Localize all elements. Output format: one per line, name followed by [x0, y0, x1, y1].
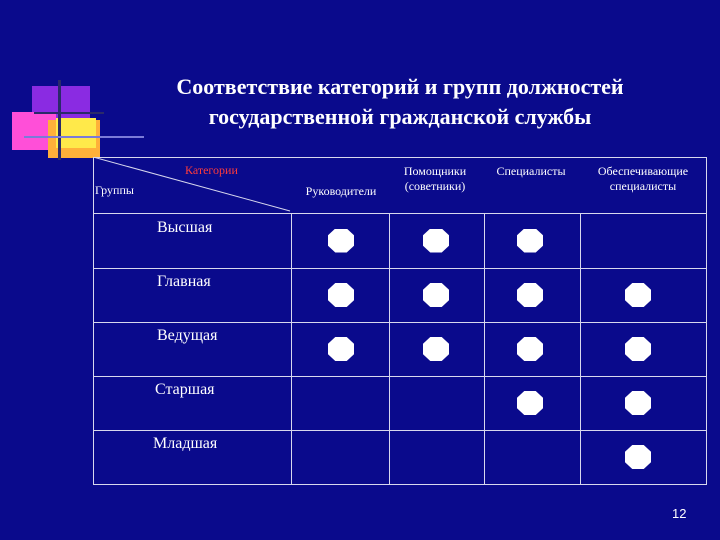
- grid-line-vertical: [389, 213, 390, 484]
- slide-title-line: государственной гражданской службы: [208, 104, 592, 129]
- grid-line-vertical: [580, 213, 581, 484]
- grid-line-horizontal: [93, 430, 707, 431]
- header-groups-label: Группы: [95, 183, 134, 197]
- page-number: 12: [672, 506, 687, 521]
- white-octagon-icon: [517, 283, 543, 307]
- row-label: Высшая: [157, 219, 213, 236]
- white-octagon-icon: [625, 391, 651, 415]
- white-octagon-icon: [517, 229, 543, 253]
- column-header: Специалисты: [496, 164, 566, 178]
- grid-line-horizontal: [93, 376, 707, 377]
- white-octagon-icon: [625, 283, 651, 307]
- white-octagon-icon: [517, 337, 543, 361]
- white-octagon-icon: [423, 229, 449, 253]
- grid-line-vertical: [484, 213, 485, 484]
- grid-line-horizontal: [93, 322, 707, 323]
- grid-line-horizontal: [93, 484, 707, 485]
- row-label: Младшая: [153, 435, 218, 452]
- white-octagon-icon: [625, 445, 651, 469]
- decorative-line: [24, 136, 144, 138]
- decorative-line: [58, 80, 61, 160]
- decorative-line: [34, 112, 104, 114]
- header-categories-label: Категории: [185, 163, 238, 177]
- row-label: Главная: [157, 273, 211, 290]
- column-header: Обеспечивающие специалисты: [597, 164, 689, 193]
- grid-line-horizontal: [93, 268, 707, 269]
- row-label: Старшая: [155, 381, 215, 398]
- row-label: Ведущая: [157, 327, 218, 344]
- grid-line-vertical: [291, 213, 292, 484]
- white-octagon-icon: [328, 283, 354, 307]
- white-octagon-icon: [423, 283, 449, 307]
- white-octagon-icon: [423, 337, 449, 361]
- white-octagon-icon: [517, 391, 543, 415]
- grid-line-vertical: [93, 157, 94, 484]
- correspondence-table: [93, 157, 707, 484]
- column-header: Руководители: [305, 184, 377, 198]
- white-octagon-icon: [328, 337, 354, 361]
- column-header: Помощники (советники): [403, 164, 467, 193]
- decorative-square-yellow: [56, 118, 96, 148]
- slide-title: [120, 72, 680, 132]
- white-octagon-icon: [328, 229, 354, 253]
- slide-title-line: Соответствие категорий и групп должностей: [176, 74, 624, 99]
- white-octagon-icon: [625, 337, 651, 361]
- grid-line-horizontal: [93, 157, 707, 158]
- grid-line-vertical: [706, 157, 707, 484]
- grid-line-horizontal: [93, 213, 707, 214]
